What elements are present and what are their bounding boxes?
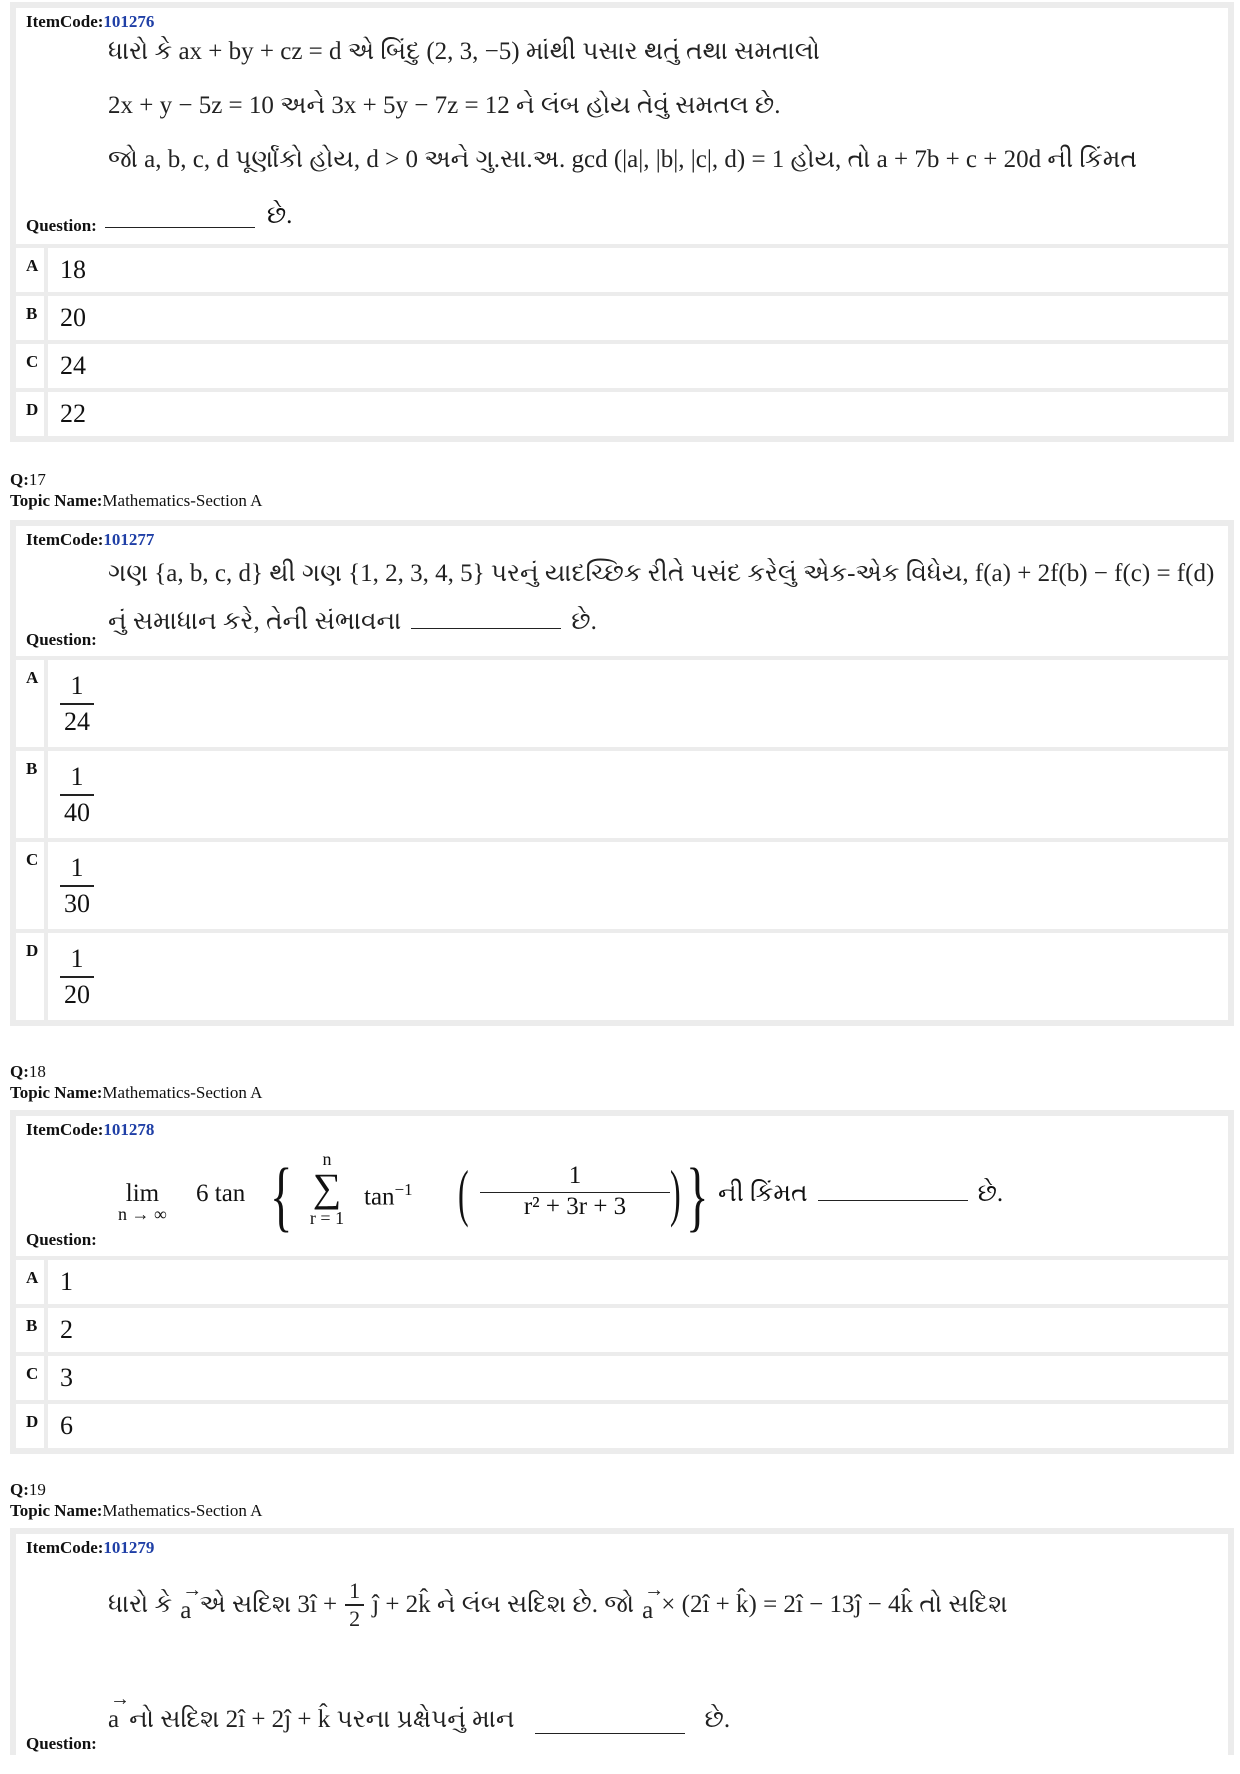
topic-label: Topic Name: xyxy=(10,491,103,510)
q-label: Q: xyxy=(10,1062,29,1081)
vector-a-letter: a xyxy=(180,1597,192,1624)
question-line-1: ગણ {a, b, c, d} થી ગણ {1, 2, 3, 4, 5} પરનું યાદચ્છિક રીતે પસંદ કરેલું એક-એક વિધેય, f(a) + 2f(b) − f(c) = f(d) xyxy=(108,560,1215,587)
fraction-denominator: 20 xyxy=(60,976,94,1012)
left-brace: { xyxy=(270,1152,293,1239)
question-label: Question: xyxy=(26,630,97,649)
question-tail-a: ની કિંમત xyxy=(718,1180,808,1207)
topic-label: Topic Name: xyxy=(10,1083,103,1102)
fraction-numerator: 1 xyxy=(70,670,84,700)
question-card-19 xyxy=(10,1528,1234,1755)
option-text: 24 xyxy=(44,344,1228,388)
question-label-row xyxy=(26,1230,97,1250)
vector-a: → a xyxy=(180,1579,203,1624)
question-card-18 xyxy=(10,1110,1234,1454)
question-label-row xyxy=(26,630,97,650)
question-line-1: ધારો કે ax + by + cz = d એ બિંદુ (2, 3, −5) માંથી પસાર થતું તથા સમતાલો xyxy=(108,38,820,65)
item-code-label: ItemCode: xyxy=(26,530,104,549)
question-line-1b: એ સદિશ 3î + xyxy=(199,1591,338,1618)
fraction-numerator: 1 xyxy=(568,1162,582,1189)
q-number: 19 xyxy=(28,1480,46,1499)
question-line-2a: નો સદિશ 2î + 2ĵ + k̂ પરના પ્રક્ષેપનું માન xyxy=(129,1706,515,1733)
sum-upper: n xyxy=(322,1149,332,1169)
question-label-row xyxy=(26,1734,97,1754)
item-code-line xyxy=(26,1120,154,1140)
question-line-2: 2x + y − 5z = 10 અને 3x + 5y − 7z = 12 ને લંબ હોય તેવું સમતલ છે. xyxy=(108,92,781,119)
fraction-denominator: 30 xyxy=(60,885,94,921)
question-box xyxy=(16,526,1228,656)
option-d[interactable] xyxy=(16,1404,1228,1448)
half-fraction xyxy=(345,1578,364,1632)
option-a[interactable] xyxy=(16,248,1228,292)
item-code-value: 101279 xyxy=(103,1538,155,1557)
option-letter: A xyxy=(26,668,39,687)
item-code-line xyxy=(26,12,154,32)
right-paren: ) xyxy=(670,1157,681,1228)
item-code-label: ItemCode: xyxy=(26,12,104,31)
item-code-value: 101277 xyxy=(103,530,155,549)
option-text: 6 xyxy=(44,1404,1228,1448)
fraction-numerator: 1 xyxy=(349,1578,361,1603)
item-code-value: 101278 xyxy=(103,1120,155,1139)
option-d[interactable] xyxy=(16,392,1228,436)
topic-label: Topic Name: xyxy=(10,1501,103,1520)
option-d[interactable] xyxy=(16,933,1228,1020)
option-c[interactable] xyxy=(16,842,1228,929)
answer-blank xyxy=(535,1733,685,1734)
question-line-1d: × (2î + k̂) = 2î − 13ĵ − 4k̂ તો સદિશ xyxy=(661,1591,1008,1618)
question-tail-b: છે. xyxy=(977,1180,1004,1207)
q-number: 17 xyxy=(28,470,46,489)
option-fraction xyxy=(44,660,1228,747)
question-label: Question: xyxy=(26,216,97,235)
option-letter: D xyxy=(26,1412,39,1431)
question-line-2b: છે. xyxy=(571,608,597,635)
question-label-row xyxy=(26,202,293,238)
option-letter: A xyxy=(26,1268,39,1287)
q-label: Q: xyxy=(10,470,29,489)
fraction-numerator: 1 xyxy=(70,852,84,882)
option-letter: C xyxy=(26,1364,39,1383)
option-text: 22 xyxy=(44,392,1228,436)
option-c[interactable] xyxy=(16,1356,1228,1400)
right-brace: } xyxy=(686,1152,709,1239)
option-a[interactable] xyxy=(16,1260,1228,1304)
vector-a: → a xyxy=(108,1688,130,1733)
vector-a-letter: a xyxy=(642,1597,654,1624)
question-box xyxy=(16,1116,1228,1256)
fraction-denominator: r² + 3r + 3 xyxy=(480,1192,670,1221)
answer-blank xyxy=(818,1200,968,1201)
vector-a: → a xyxy=(642,1579,665,1624)
limit-lim: lim xyxy=(125,1180,160,1207)
q-number: 18 xyxy=(28,1062,46,1081)
limit-formula xyxy=(108,1150,1108,1250)
option-letter: B xyxy=(26,304,38,323)
question-line-1a: ધારો કે xyxy=(108,1591,173,1618)
question-line-2 xyxy=(108,608,597,636)
option-letter: D xyxy=(26,400,39,419)
item-code-line xyxy=(26,530,154,550)
option-text: 20 xyxy=(44,296,1228,340)
option-c[interactable] xyxy=(16,344,1228,388)
option-b[interactable] xyxy=(16,1308,1228,1352)
question-line-1c: ĵ + 2k̂ ને લંબ સદિશ છે. જો xyxy=(372,1591,635,1618)
inverse-exponent: −1 xyxy=(394,1180,413,1199)
option-letter: C xyxy=(26,352,39,371)
option-fraction xyxy=(44,933,1228,1020)
question-box xyxy=(16,1534,1228,1774)
six-tan: 6 tan xyxy=(196,1180,246,1207)
fraction-denominator: 2 xyxy=(345,1604,364,1632)
question-label: Question: xyxy=(26,1734,97,1753)
q-label: Q: xyxy=(10,1480,29,1499)
question-box xyxy=(16,8,1228,244)
question-header-19 xyxy=(10,1480,262,1522)
option-letter: D xyxy=(26,941,39,960)
sum-lower: r = 1 xyxy=(309,1208,345,1228)
question-header-18 xyxy=(10,1062,262,1104)
question-line-4: છે. xyxy=(266,202,293,229)
item-code-value: 101276 xyxy=(103,12,155,31)
tan-inverse: tan xyxy=(364,1183,395,1211)
option-b[interactable] xyxy=(16,296,1228,340)
topic-value: Mathematics-Section A xyxy=(102,1501,263,1520)
option-text: 2 xyxy=(44,1308,1228,1352)
option-fraction xyxy=(44,751,1228,838)
fraction-numerator: 1 xyxy=(70,761,84,791)
option-a[interactable] xyxy=(16,660,1228,747)
answer-blank xyxy=(411,628,561,629)
vector-a-letter: a xyxy=(108,1706,120,1733)
question-line-2 xyxy=(108,1688,731,1734)
question-line-2a: નું સમાધાન કરે, તેની સંભાવના xyxy=(108,608,402,635)
topic-value: Mathematics-Section A xyxy=(102,1083,263,1102)
fraction-denominator: 24 xyxy=(60,703,94,739)
question-line-1 xyxy=(108,1578,1008,1632)
question-card-17 xyxy=(10,520,1234,1026)
fraction-denominator: 40 xyxy=(60,794,94,830)
answer-blank xyxy=(105,227,255,228)
option-text: 3 xyxy=(44,1356,1228,1400)
option-b[interactable] xyxy=(16,751,1228,838)
question-line-2b: છે. xyxy=(704,1706,731,1733)
option-letter: C xyxy=(26,850,39,869)
option-text: 1 xyxy=(44,1260,1228,1304)
option-letter: B xyxy=(26,759,38,778)
item-code-label: ItemCode: xyxy=(26,1120,104,1139)
left-paren: ( xyxy=(458,1157,469,1228)
sigma-symbol: ∑ xyxy=(312,1165,342,1210)
fraction-numerator: 1 xyxy=(70,943,84,973)
option-letter: A xyxy=(26,256,39,275)
question-header-17 xyxy=(10,470,262,512)
item-code-label: ItemCode: xyxy=(26,1538,104,1557)
question-label: Question: xyxy=(26,1230,97,1249)
question-card-16 xyxy=(10,2,1234,442)
question-line-3: જો a, b, c, d પૂર્ણાંકો હોય, d > 0 અને ગુ.સા.અ. gcd (|a|, |b|, |c|, d) = 1 હોય, તો a + 7b + c + 20d ની કિંમત xyxy=(108,146,1137,173)
option-letter: B xyxy=(26,1316,38,1335)
topic-value: Mathematics-Section A xyxy=(102,491,263,510)
limit-subscript: n → ∞ xyxy=(118,1204,167,1224)
item-code-line xyxy=(26,1538,154,1558)
option-fraction xyxy=(44,842,1228,929)
option-text: 18 xyxy=(44,248,1228,292)
